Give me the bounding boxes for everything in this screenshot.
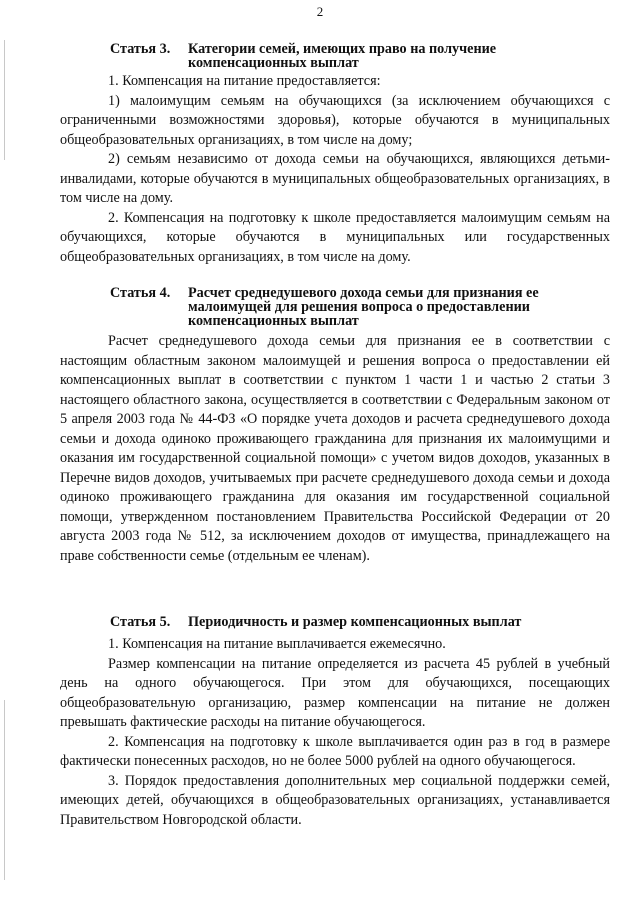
article-5 bbox=[110, 615, 610, 629]
paragraph: 2. Компенсация на подготовку к школе выплачивается один раз в год в размере фактически понесенных расходов, но не более 5000 рублей на одного обучающегося. bbox=[60, 733, 610, 769]
article-5-body bbox=[60, 635, 610, 830]
article-heading bbox=[110, 286, 610, 328]
article-number: Статья 5. bbox=[110, 614, 171, 630]
article-3-body bbox=[60, 72, 610, 267]
paragraph: 3. Порядок предоставления дополнительных мер социальной поддержки семей, имеющих детей, обучающихся в общеобразовательных организациях, устанавливается Правительством Новгородской области. bbox=[60, 772, 610, 828]
paragraph: 1. Компенсация на питание предоставляется: bbox=[108, 73, 381, 89]
article-title: Расчет среднедушевого дохода семьи для признания ее малоимущей для решения вопроса о предоставлении компенсационных выплат bbox=[188, 285, 539, 329]
page-number: 2 bbox=[316, 4, 324, 19]
paragraph: 2) семьям независимо от дохода семьи на обучающихся, являющихся детьми-инвалидами, которые обучаются в муниципальных общеобразовательных организациях, в том числе на дому. bbox=[60, 151, 610, 206]
article-number: Статья 3. bbox=[110, 41, 171, 57]
article-4 bbox=[110, 286, 610, 328]
article-title: Периодичность и размер компенсационных выплат bbox=[188, 614, 522, 630]
paragraph: Расчет среднедушевого дохода семьи для признания ее в соответствии с настоящим областным законом малоимущей и решения вопроса о предоставлении ей компенсационных выплат в соответствии с пунктом 1 части 1 и частью 2 статьи 3 настоящего областного закона, осуществляется в соответствии с Федеральным законом от 5 апреля 2003 года № 44-ФЗ «О порядке учета доходов и расчета среднедушевого дохода семьи и дохода одиноко проживающего гражданина для признания их малоимущими и оказания им государственной социальной помощи» с учетом видов доходов, указанных в Перечне видов доходов, учитываемых при расчете среднедушевого дохода семьи и дохода одиноко проживающего гражданина для оказания им государственной социальной помощи, утвержденном постановлением Правительства Российской Федерации от 20 августа 2003 года № 512, за исключением доходов от имущества, принадлежащего на праве собственности семье (отдельным ее членам). bbox=[60, 333, 610, 564]
scan-edge-mark bbox=[4, 700, 5, 880]
article-4-body bbox=[60, 332, 610, 566]
paragraph: 1) малоимущим семьям на обучающихся (за исключением обучающихся с ограниченными возможностями здоровья), которые обучаются в муниципальных общеобразовательных организациях, в том числе на дому; bbox=[60, 92, 610, 148]
article-number: Статья 4. bbox=[110, 285, 171, 301]
article-3 bbox=[110, 42, 610, 70]
paragraph: 1. Компенсация на питание выплачивается ежемесячно. bbox=[108, 636, 446, 652]
paragraph: 2. Компенсация на подготовку к школе предоставляется малоимущим семьям на обучающихся, которые обучаются в муниципальных или государственных общеобразовательных организациях, в том числе на дому. bbox=[60, 209, 610, 265]
article-heading bbox=[110, 42, 610, 70]
paragraph: Размер компенсации на питание определяется из расчета 45 рублей в учебный день на одного обучающегося. При этом для обучающихся, посещающих общеобразовательную организацию, размер компенсации на питание не должен превышать фактические расходы на питание обучающегося. bbox=[60, 655, 610, 730]
article-heading bbox=[110, 615, 610, 629]
scan-edge-mark bbox=[4, 40, 5, 160]
article-title: Категории семей, имеющих право на получение компенсационных выплат bbox=[188, 41, 497, 71]
